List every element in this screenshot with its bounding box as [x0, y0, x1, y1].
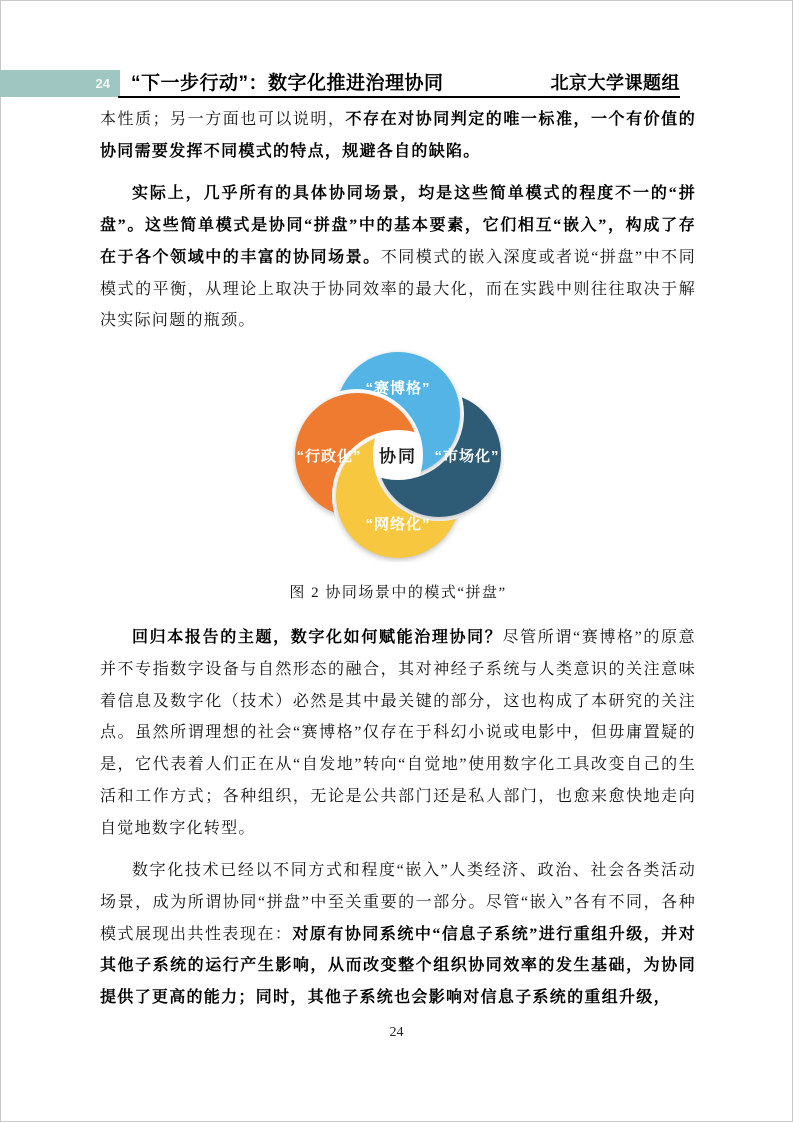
text-run-bold: 不存在对协同判定的唯一标准，一个有价值的协同需要发挥不同模式的特点，规避各自的缺陷。 [100, 111, 696, 160]
header-organization: 北京大学课题组 [550, 73, 680, 93]
paragraph-1 [100, 104, 696, 167]
figure-caption: 图 2 协同场景中的模式“拼盘” [289, 584, 507, 601]
petal-label-network: “网络化” [365, 515, 431, 533]
page-footer [0, 1025, 793, 1041]
text-run: 尽管所谓“赛博格”的原意并不专指数字设备与自然形态的融合，其对神经子系统与人类意识的关注意味着信息及数字化（技术）必然是其中最关键的部分，这也构成了本研究的关注点。虽然所谓理想的社会“赛博格”仅存在于科幻小说或电影中，但毋庸置疑的是，它代表着人们正在从“自发地”转向“自觉地”使用数字化工具改变自己的生活和工作方式；各种组织，无论是公共部门还是私人部门，也愈来愈快地走向自觉地数字化转型。 [100, 629, 696, 837]
text-run-bold: 实际上，几乎所有的具体协同场景，均是这些简单模式的程度不一的“拼盘”。这些简单模式是协同“拼盘”中的基本要素，它们相互“嵌入”，构成了存在于各个领域中的丰富的协同场景。 [100, 185, 696, 266]
header-page-number: 24 [95, 76, 110, 91]
text-run: 不同模式的嵌入深度或者说“拼盘”中不同模式的平衡，从理论上取决于协同效率的最大化，而在实践中则往往取决于解决实际问题的瓶颈。 [100, 248, 696, 330]
header-rule [118, 96, 680, 98]
petal-label-market: “市场化” [434, 447, 500, 465]
paragraph-4 [100, 855, 696, 1014]
footer-page-number: 24 [389, 1025, 404, 1040]
page-number-band [0, 70, 120, 97]
pinwheel-diagram [292, 348, 504, 562]
figure-mode-pinwheel [100, 348, 696, 574]
text-run: 数字化技术已经以不同方式和程度“嵌入”人类经济、政治、社会各类活动场景，成为所谓协同“拼盘”中至关重要的一部分。尽管“嵌入”各有不同，各种模式展现出共性表现在： [100, 862, 696, 943]
petal-label-cyborg: “赛博格” [365, 379, 431, 397]
petal-label-admin: “行政化” [296, 447, 362, 465]
figure-center-label: 协同 [379, 446, 417, 466]
paragraph-3 [100, 622, 696, 844]
paragraph-2 [100, 178, 696, 337]
text-run-bold: 回归本报告的主题，数字化如何赋能治理协同？ [132, 629, 503, 647]
text-run: 本性质；另一方面也可以说明， [100, 111, 346, 128]
body-content [100, 104, 696, 1025]
running-title: “下一步行动”：数字化推进治理协同 [131, 73, 444, 94]
page-header [131, 68, 680, 95]
text-run-bold: 对原有协同系统中“信息子系统”进行重组升级，并对其他子系统的运行产生影响，从而改变整个组织协同效率的发生基础，为协同提供了更高的能力；同时，其他子系统也会影响对信息子系统的重组升级， [100, 925, 696, 1007]
